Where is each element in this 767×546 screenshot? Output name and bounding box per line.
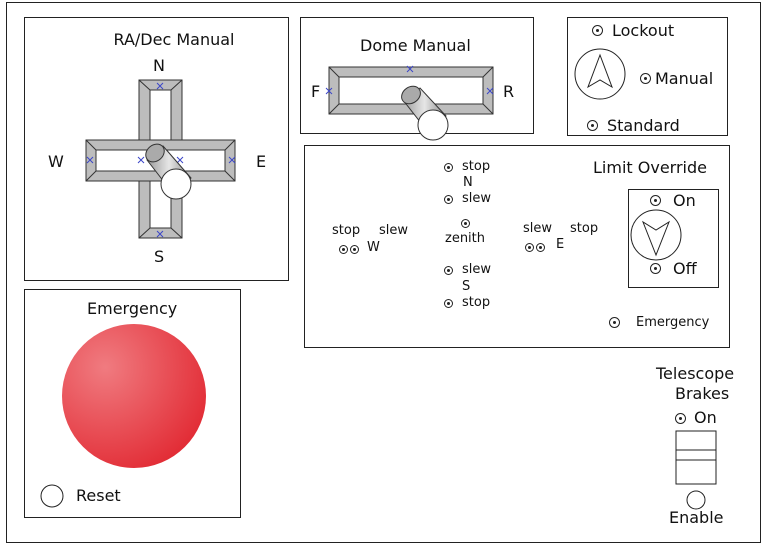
west-slew-label: slew — [379, 223, 409, 238]
brakes-title-line2: Brakes — [675, 384, 730, 403]
radec-manual-title: RA/Dec Manual — [113, 30, 235, 49]
radec-west-label: W — [48, 152, 64, 171]
override-on-label: On — [673, 191, 696, 210]
west-label: W — [367, 240, 380, 255]
limit-emergency-label: Emergency — [636, 315, 710, 330]
radec-south-label: S — [154, 247, 165, 266]
manual-label: Manual — [655, 69, 714, 88]
brakes-title-line1: Telescope — [656, 364, 735, 383]
radec-north-label: N — [153, 56, 165, 75]
dome-manual-title: Dome Manual — [360, 36, 471, 55]
dome-left-label: F — [311, 82, 321, 101]
east-stop-label: stop — [570, 221, 599, 236]
emergency-title: Emergency — [87, 299, 178, 318]
north-stop-label: stop — [462, 159, 491, 174]
south-label: S — [462, 279, 471, 294]
brakes-on-label: On — [694, 408, 717, 427]
brakes-enable-label: Enable — [669, 508, 724, 527]
lockout-label: Lockout — [612, 21, 675, 40]
zenith-label: zenith — [445, 231, 486, 246]
east-label: E — [556, 237, 565, 252]
south-stop-label: stop — [462, 295, 491, 310]
south-slew-label: slew — [462, 262, 492, 277]
east-slew-label: slew — [523, 221, 553, 236]
reset-label: Reset — [76, 486, 121, 505]
radec-east-label: E — [256, 152, 267, 171]
north-label: N — [463, 175, 473, 190]
north-slew-label: slew — [462, 191, 492, 206]
standard-label: Standard — [607, 116, 680, 135]
override-off-label: Off — [673, 259, 697, 278]
limit-override-title: Limit Override — [593, 158, 707, 177]
west-stop-label: stop — [332, 223, 361, 238]
dome-right-label: R — [503, 82, 515, 101]
